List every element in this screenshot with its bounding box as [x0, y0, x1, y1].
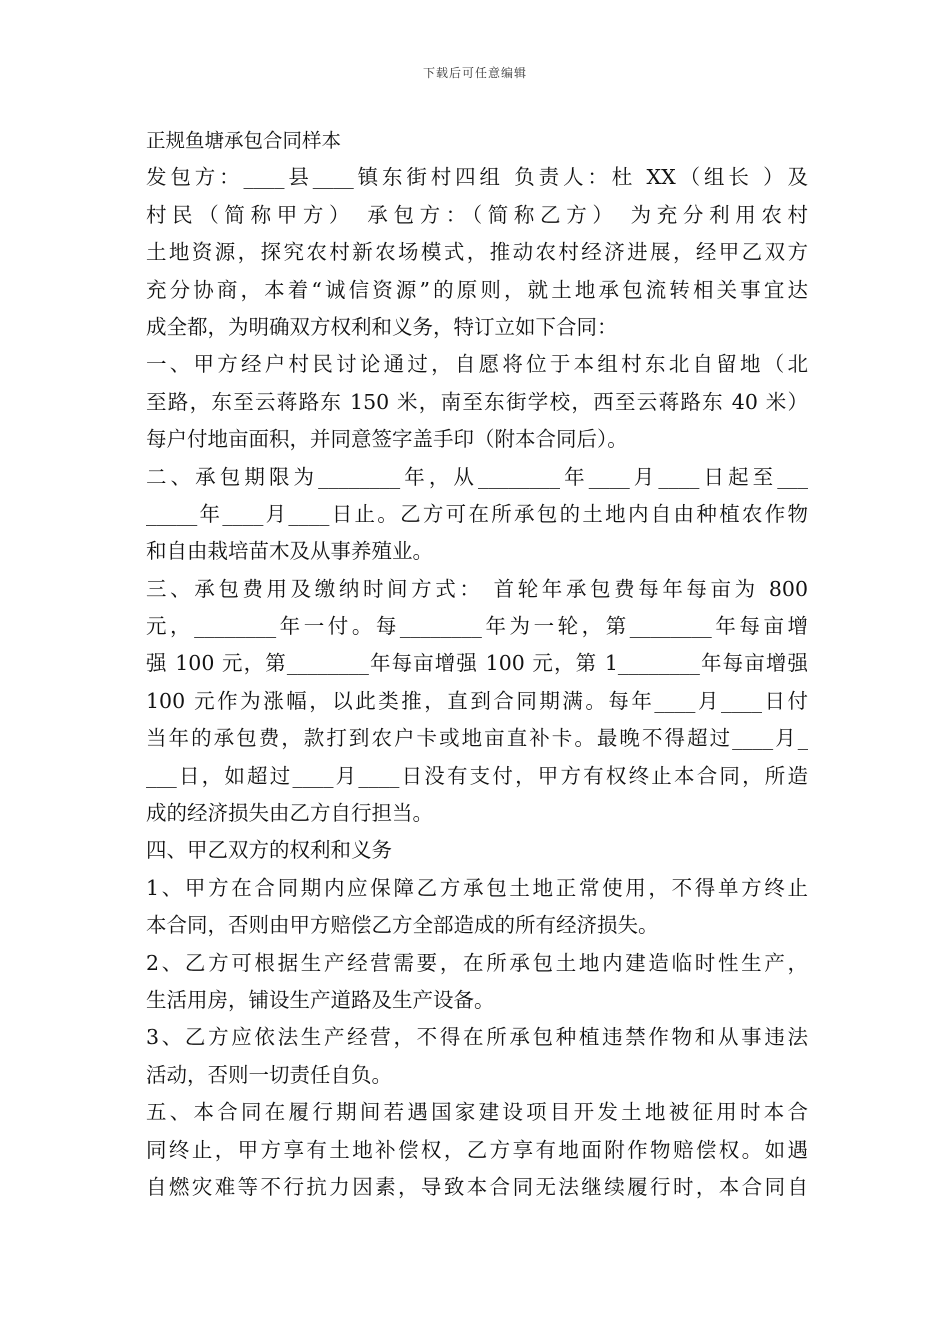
text-line: 村民（简称甲方） 承包方：（简称乙方） 为充分利用农村 [146, 202, 808, 227]
text-line: 和自由栽培苗木及从事养殖业。 [146, 539, 433, 564]
text-line: 四、甲乙双方的权利和义务 [146, 838, 392, 863]
page-header-note: 下载后可任意编辑 [422, 66, 527, 80]
text-line: 三、承包费用及缴纳时间方式： 首轮年承包费每年每亩为 800 [146, 576, 808, 601]
document-body [146, 122, 808, 1206]
text-line: 1、甲方在合同期内应保障乙方承包土地正常使用，不得单方终止 [146, 875, 808, 900]
text-line: 至路，东至云蒋路东 150 米，南至东街学校，西至云蒋路东 40 米） [146, 389, 808, 414]
text-line: 土地资源，探究农村新农场模式，推动农村经济进展，经甲乙双方 [146, 240, 808, 265]
text-line: 成的经济损失由乙方自行担当。 [146, 801, 433, 826]
text-line: 强 100 元，第________年每亩增强 100 元，第 1________年每亩增强 [146, 651, 808, 676]
text-line: _____年____月____日止。乙方可在所承包的土地内自由种植农作物 [146, 501, 808, 526]
text-line: 五、本合同在履行期间若遇国家建设项目开发土地被征用时本合 [146, 1100, 808, 1125]
text-line: 3、乙方应依法生产经营，不得在所承包种植违禁作物和从事违法 [146, 1025, 808, 1050]
text-line: 2、乙方可根据生产经营需要，在所承包土地内建造临时性生产， [146, 950, 808, 975]
text-line: 自燃灾难等不行抗力因素，导致本合同无法继续履行时，本合同自 [146, 1174, 808, 1199]
text-line: 本合同，否则由甲方赔偿乙方全部造成的所有经济损失。 [146, 913, 659, 938]
text-line: 活动，否则一切责任自负。 [146, 1062, 392, 1087]
text-line: 同终止，甲方享有土地补偿权，乙方享有地面附作物赔偿权。如遇 [146, 1137, 808, 1162]
text-line: 发包方：____县____镇东街村四组 负责人：杜 XX（组长 ）及 [146, 165, 808, 190]
text-line: ___日，如超过____月____日没有支付，甲方有权终止本合同，所造 [146, 763, 808, 788]
text-line: 一、甲方经户村民讨论通过，自愿将位于本组村东北自留地（北 [146, 352, 808, 377]
text-line: 生活用房，铺设生产道路及生产设备。 [146, 987, 495, 1012]
text-line: 元，________年一付。每________年为一轮，第________年每亩增 [146, 614, 808, 639]
text-line: 当年的承包费，款打到农户卡或地亩直补卡。最晚不得超过____月_ [146, 726, 808, 751]
text-line: 二、承包期限为________年，从________年____月____日起至___ [146, 464, 808, 489]
text-line: 成全都，为明确双方权利和义务，特订立如下合同： [146, 314, 618, 339]
text-line: 100 元作为涨幅，以此类推，直到合同期满。每年____月____日付 [146, 688, 808, 713]
document-title: 正规鱼塘承包合同样本 [146, 129, 342, 152]
text-line: 每户付地亩面积，并同意签字盖手印（附本合同后）。 [146, 427, 628, 452]
text-line: 充分协商，本着“诚信资源”的原则，就土地承包流转相关事宜达 [146, 277, 808, 302]
